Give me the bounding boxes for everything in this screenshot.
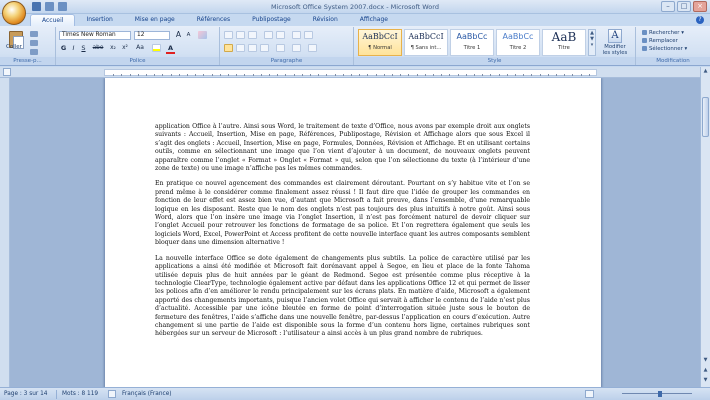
office-button[interactable] [2,1,26,25]
shading-button[interactable] [292,44,301,52]
paste-label: Coller [6,44,22,50]
ruler-tick [482,74,483,76]
ruler-tick [146,74,147,76]
font-name-select[interactable]: Times New Roman [59,31,131,40]
ruler-tick [261,74,262,76]
bold-button[interactable]: G [60,44,67,52]
font-group-label: Police [56,57,219,65]
ruler-tick [589,74,590,76]
paragraph[interactable]: application Office à l’autre. Ainsi sous Word, le traitement de texte d’Office, nous avons par exemple droit aux onglets suivants : Accueil, Insertion, Mise en page, Références, Publipostage, Révision et Affichage alors que sous Excel il s’agit des onglets : Accueil, Insertion, Mise en page, Formules, Données, Révision et Affichage. Et en utilisant certains outils, comme en sélectionnant une image que l’on vient d’ajouter à un document, de nouveaux onglets peuvent apparaître comme l’onglet « Format » Onglet « Format » qui, selon que l’on sélectionne du texte (à l’intérieur d’une zone de texte) ou une image n’affiche pas les mêmes commandes. [155,123,530,173]
ruler-tick [220,74,221,76]
highlight-icon[interactable] [152,44,161,52]
ruler-tick [548,74,549,76]
ruler-tick [154,74,155,76]
style-sample: AaBbCcI [362,32,398,41]
maximize-button[interactable]: □ [677,1,691,12]
format-painter-icon[interactable] [30,49,38,55]
ruler-tick [572,74,573,76]
scroll-thumb[interactable] [702,97,709,137]
ruler-tick [310,74,311,76]
italic-button[interactable]: I [72,44,75,52]
ruler-tick [458,74,459,76]
change-case-button[interactable]: Aa [136,44,144,51]
style-no-spacing[interactable] [404,29,448,56]
ruler-tick [400,74,401,76]
ruler-tick [367,74,368,76]
style-sample: AaB [551,30,577,44]
style-name: Titre 1 [463,45,481,51]
style-name: Titre 2 [509,45,527,51]
style-sample: AaBbCcI [408,32,444,41]
justify-button[interactable] [260,44,269,52]
ruler-tick [318,74,319,76]
replace-button[interactable]: Remplacer [642,37,687,45]
ruler-tick [335,74,336,76]
ribbon-tabs [30,14,399,26]
style-sample: AaBbCc [456,32,488,41]
sort-icon[interactable] [292,31,301,39]
help-icon[interactable]: ? [696,16,704,24]
style-heading-2[interactable] [496,29,540,56]
find-button[interactable]: Rechercher ▾ [642,29,687,37]
ruler-tick [466,74,467,76]
proofing-icon[interactable] [108,390,116,398]
horizontal-ruler[interactable] [0,67,710,78]
ruler-tick [449,74,450,76]
ruler-tick [236,74,237,76]
change-styles-icon: A [608,29,622,43]
ribbon [0,26,710,66]
document-workspace [10,78,700,387]
zoom-knob[interactable] [658,391,662,397]
ruler-tick [499,74,500,76]
ruler-tick [302,74,303,76]
close-button[interactable]: × [693,1,707,12]
ruler-tick [417,74,418,76]
style-normal[interactable] [358,29,402,56]
change-styles-label: Modifier les styles [602,44,628,56]
previous-page-icon[interactable]: ▲ [703,367,708,373]
font-group [56,27,220,65]
select-button[interactable]: Sélectionner ▾ [642,45,687,53]
subscript-button[interactable]: x₂ [110,45,116,51]
numbering-icon[interactable] [236,31,245,39]
style-name: ¶ Normal [368,45,392,51]
ruler-tick [441,74,442,76]
style-heading-1[interactable] [450,29,494,56]
zoom-slider[interactable] [592,391,702,397]
ruler-tick [490,74,491,76]
align-right-button[interactable] [248,44,257,52]
ruler-tick [121,74,122,76]
ruler-tick [277,74,278,76]
increase-indent-icon[interactable] [276,31,285,39]
ruler-tick [556,74,557,76]
window-title: Microsoft Office System 2007.docx - Microsoft Word [271,3,439,11]
ruler-tick [326,74,327,76]
style-name: ¶ Sans int... [410,45,442,51]
ruler-tick [581,74,582,76]
bullets-icon[interactable] [224,31,233,39]
ruler-tick [507,74,508,76]
copy-icon[interactable] [30,40,38,46]
ruler-tick [343,74,344,76]
line-spacing-button[interactable] [276,44,285,52]
ruler-tick [203,74,204,76]
ruler-tick [253,74,254,76]
ruler-tick [359,74,360,76]
paragraph-group-label: Paragraphe [220,57,353,65]
strikethrough-button[interactable]: abe [92,45,104,51]
ruler-tick [531,74,532,76]
align-center-button[interactable] [236,44,245,52]
paragraph-group [220,27,354,65]
tab-accueil[interactable]: Accueil [30,14,75,26]
zoom-track [622,393,692,394]
page-counter[interactable]: Page : 3 sur 14 [4,391,48,397]
decrease-indent-icon[interactable] [264,31,273,39]
ruler-tick [351,74,352,76]
status-separator [56,390,57,399]
ruler-tick [564,74,565,76]
ruler-tick [392,74,393,76]
cut-icon[interactable] [30,31,38,37]
ruler-tick [244,74,245,76]
ruler-tick [162,74,163,76]
style-name: Titre [558,45,570,51]
font-color-button[interactable]: A [167,44,174,52]
ruler-tick [540,74,541,76]
shrink-font-button[interactable]: A [186,32,191,38]
ruler-tick [113,74,114,76]
editing-group-label: Modification [636,57,710,65]
ruler-tick [179,74,180,76]
ruler-tick [269,74,270,76]
tab-references[interactable]: Références [196,16,231,23]
grow-font-button[interactable]: A [175,30,182,39]
ruler-tick [425,74,426,76]
clipboard-group [0,27,56,65]
ruler-tick [187,74,188,76]
tab-insertion[interactable]: Insertion [86,16,113,23]
style-title[interactable] [542,29,586,56]
align-left-button[interactable] [224,44,233,52]
ruler-tick [474,74,475,76]
ruler-tick [285,74,286,76]
clipboard-group-label: Presse-p... [0,57,55,65]
multilevel-list-icon[interactable] [248,31,257,39]
styles-group [354,27,636,65]
show-formatting-icon[interactable] [304,31,313,39]
editing-group [636,27,710,65]
ruler-tick [408,74,409,76]
tab-revision[interactable]: Révision [312,16,338,23]
ruler-tick [138,74,139,76]
borders-button[interactable] [308,44,317,52]
tab-publipostage[interactable]: Publipostage [252,16,291,23]
highlight-color-bar [153,49,160,51]
document-body[interactable] [155,123,530,346]
tab-affichage[interactable]: Affichage [359,16,388,23]
vertical-ruler [0,78,10,387]
next-page-icon[interactable]: ▼ [703,377,708,383]
styles-group-label: Style [354,57,635,65]
minimize-button[interactable]: – [661,1,675,12]
superscript-button[interactable]: x² [122,45,128,51]
word-count[interactable]: Mots : 8 119 [62,391,99,397]
clear-format-icon[interactable] [198,31,207,39]
font-size-select[interactable]: 12 [134,31,170,40]
document-page[interactable] [105,78,601,387]
ruler-tick [212,74,213,76]
scroll-up-arrow[interactable]: ▲ [703,68,708,74]
ruler-tick [376,74,377,76]
paragraph[interactable]: En pratique ce nouvel agencement des commandes est clairement déroutant. Pourtant on s’y habitue vite et l’on se prend même à le considérer comme finalement assez réussi ! Il faut dire que l’idée de grouper les commandes en fonction de leur effet est assez bien vue, d’autant que Microsoft a fait preuve, dans l’ensemble, d’une remarquable logique en les disposant. Reste que le nom des onglets n’est pas toujours des plus intuitifs à notre goût. Ainsi sous Word, alors que l’on insère une image via l’onglet Insertion, il n’est pas forcément naturel de devoir cliquer sur l’onglet Accueil pour retrouver les fonctions de formatage de sa police. Et l’on regrettera également que seuls les logiciels Word, Excel, PowerPoint et Access profitent de cette nouvelle interface quant les autres composants semblent bloquer dans une dimension alternative ! [155,180,530,247]
title-bar [0,0,710,14]
paragraph[interactable]: La nouvelle interface Office se dote également de changements plus subtils. La police de caractère utilisé par les applications a ainsi été modifiée et Microsoft fait dorénavant appel à Segoe, en lieu et place de la fonte Tahoma utilisée depuis plus de huit années par le géant de Redmond. Segoe est présentée comme plus réceptive à la technologie ClearType, technologie également active par défaut dans les applications Office 12 et qui permet de lisser les polices afin d’en améliorer le rendu principalement sur les écrans plats. En matière d’aide, Microsoft a également apporté des changements importants, puisque l’ancien volet Office qui servait à afficher le contenu de l’aide n’est plus d’actualité. Accessible par une icône bleutée en forme de point d’interrogation située juste sous le bouton de fermeture des fenêtres, l’aide s’affiche dans une nouvelle fenêtre, par-dessus l’application en cours d’exécution. Autre changement si une partie de l’aide est disponible sous la forme d’un contenu hors ligne, certaines rubriques sont hébergées sur un serveur de Microsoft : l’utilisateur a ainsi accès à un plus grand nombre de rubriques. [155,254,530,338]
ruler-tick [195,74,196,76]
ruler-tick [515,74,516,76]
ruler-tick [130,74,131,76]
underline-button[interactable]: S [81,44,86,52]
ruler-tick [171,74,172,76]
ruler-tick [433,74,434,76]
style-sample: AaBbCc [502,32,534,41]
scroll-down-arrow[interactable]: ▼ [703,357,708,363]
tab-selector[interactable] [3,68,11,76]
font-color-bar [166,52,175,54]
ruler-track [104,69,597,76]
ruler-tick [294,74,295,76]
vertical-scrollbar[interactable] [700,67,710,387]
ruler-tick [384,74,385,76]
styles-scroll-button[interactable]: ▲ ▼ ▾ [588,29,596,56]
tab-mise-en-page[interactable]: Mise en page [134,16,175,23]
language-indicator[interactable]: Français (France) [122,391,172,397]
ruler-tick [523,74,524,76]
ruler-tick [228,74,229,76]
status-bar [0,387,710,400]
